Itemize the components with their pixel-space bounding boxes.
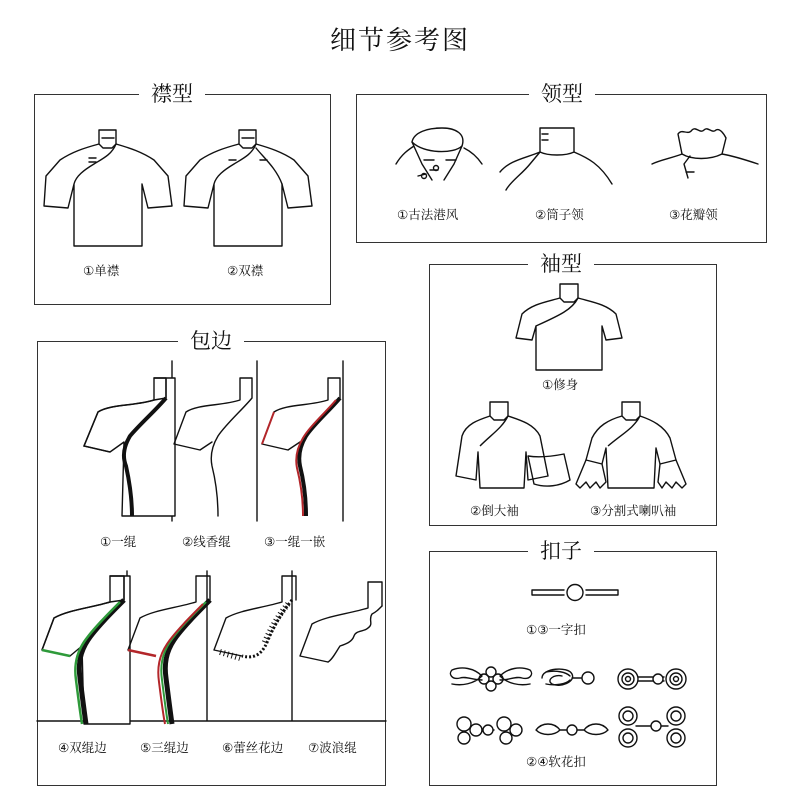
sleeve-panel-title: 袖型 (528, 250, 594, 278)
vintage-collar-illustration (394, 124, 484, 194)
binding-caption-incense: ②线香绲 (182, 534, 231, 549)
placket-panel-title: 襟型 (139, 80, 205, 108)
collar-panel-title: 领型 (529, 80, 595, 108)
buttons-caption-straight: ①③一字扣 (526, 622, 586, 637)
collar-caption-petal: ③花瓣领 (669, 207, 718, 222)
lace-binding-illustration (212, 574, 302, 674)
sleeve-caption-fitted: ①修身 (542, 377, 579, 392)
wave-binding-illustration (298, 580, 388, 680)
soft-flower-button-illustration-5 (534, 714, 610, 744)
incense-binding-illustration (172, 376, 262, 516)
piping-binding-illustration (260, 376, 350, 516)
soft-flower-button-illustration-2 (538, 664, 602, 694)
page-title: 细节参考图 (329, 26, 470, 56)
soft-flower-button-illustration-3 (614, 664, 690, 694)
placket-caption-single: ①单襟 (83, 263, 120, 278)
soft-flower-button-illustration-4 (452, 712, 528, 748)
placket-caption-double: ②双襟 (227, 263, 264, 278)
single-binding-illustration (80, 376, 175, 516)
petal-collar-illustration (650, 124, 760, 194)
binding-caption-lace: ⑥蕾丝花边 (222, 740, 284, 755)
binding-caption-wave: ⑦波浪绲 (308, 740, 357, 755)
soft-flower-button-illustration-1 (446, 662, 536, 696)
sleeve-caption-inverted: ②倒大袖 (470, 503, 519, 518)
binding-caption-single: ①一绲 (100, 534, 137, 549)
double-placket-illustration (184, 128, 314, 253)
double-binding-illustration (40, 574, 130, 724)
buttons-panel-title: 扣子 (528, 537, 594, 565)
binding-panel-title: 包边 (178, 327, 244, 355)
inverted-sleeve-illustration (454, 400, 574, 490)
collar-caption-tube: ②筒子领 (535, 207, 584, 222)
binding-caption-triple: ⑤三绲边 (140, 740, 189, 755)
single-placket-illustration (44, 128, 174, 253)
sleeve-caption-trumpet: ③分割式喇叭袖 (590, 503, 677, 518)
collar-caption-vintage: ①古法港风 (397, 207, 459, 222)
binding-caption-double: ④双绲边 (58, 740, 107, 755)
buttons-caption-soft-flower: ②④软花扣 (526, 754, 586, 769)
straight-knot-button-illustration (530, 583, 620, 603)
soft-flower-button-illustration-6 (616, 704, 690, 752)
tube-collar-illustration (496, 124, 616, 194)
binding-caption-piping: ③一绲一嵌 (264, 534, 326, 549)
fitted-sleeve-illustration (514, 282, 624, 372)
trumpet-sleeve-illustration (572, 400, 702, 490)
triple-binding-illustration (126, 574, 216, 724)
